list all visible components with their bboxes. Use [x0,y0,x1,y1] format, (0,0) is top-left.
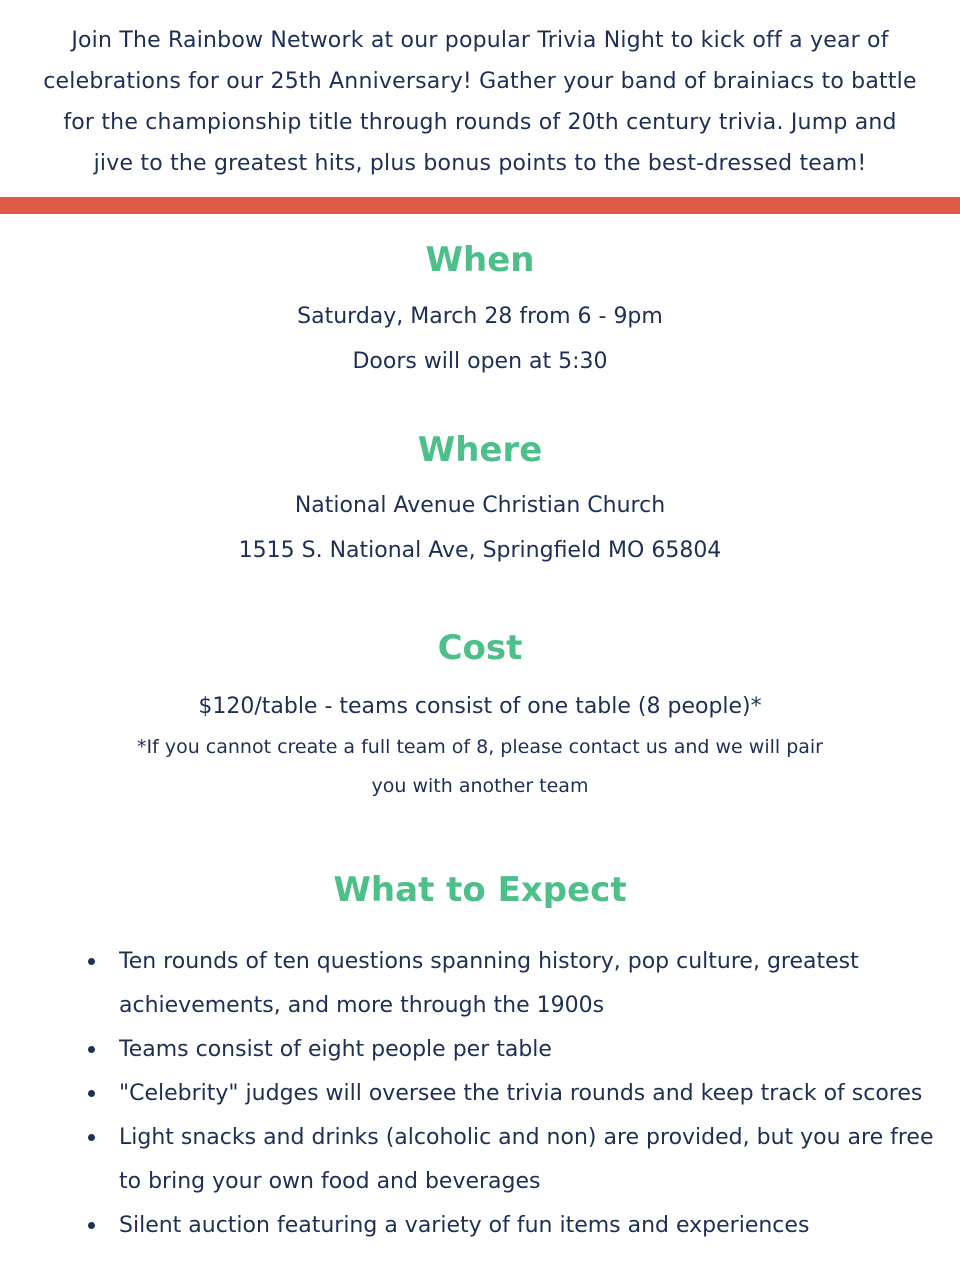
bullet-icon [88,1134,95,1141]
bullet-icon [88,1046,95,1053]
where-address: 1515 S. National Ave, Springfield MO 65804 [238,538,722,563]
list-item [80,940,950,1028]
expect-heading: What to Expect [333,870,627,910]
bullet-icon [88,1222,95,1229]
list-item [80,1072,950,1116]
when-date: Saturday, March 28 from 6 - 9pm [297,304,663,329]
when-heading: When [425,240,535,280]
cost-price: $120/table - teams consist of one table (8 people)* [198,694,762,719]
list-item-text: Silent auction featuring a variety of fun items and experiences [119,1213,810,1238]
where-venue: National Avenue Christian Church [294,493,666,518]
list-item [80,1204,950,1248]
list-item-text: Teams consist of eight people per table [119,1037,552,1062]
list-item-text: Light snacks and drinks (alcoholic and non) are provided, but you are free to bring your own food and beverages [119,1125,934,1194]
list-item [80,1028,950,1072]
intro-paragraph: Join The Rainbow Network at our popular Trivia Night to kick off a year of celebrations for our 25th Anniversary! Gather your band of brainiacs to battle for the championship title through rounds of 20th century trivia. Jump and jive to the greatest hits, plus bonus points to the best-dressed team! [43,28,917,176]
list-item-text: "Celebrity" judges will oversee the trivia rounds and keep track of scores [119,1081,923,1106]
section-divider [0,197,960,214]
when-doors: Doors will open at 5:30 [352,349,608,374]
list-item-text: Ten rounds of ten questions spanning history, pop culture, greatest achievements, and more through the 1900s [119,949,859,1018]
bullet-icon [88,958,95,965]
cost-heading: Cost [437,628,523,668]
expect-list [80,940,950,1248]
where-heading: Where [417,430,543,470]
list-item [80,1116,950,1204]
cost-note: *If you cannot create a full team of 8, please contact us and we will pair you with another team [137,736,823,797]
bullet-icon [88,1090,95,1097]
